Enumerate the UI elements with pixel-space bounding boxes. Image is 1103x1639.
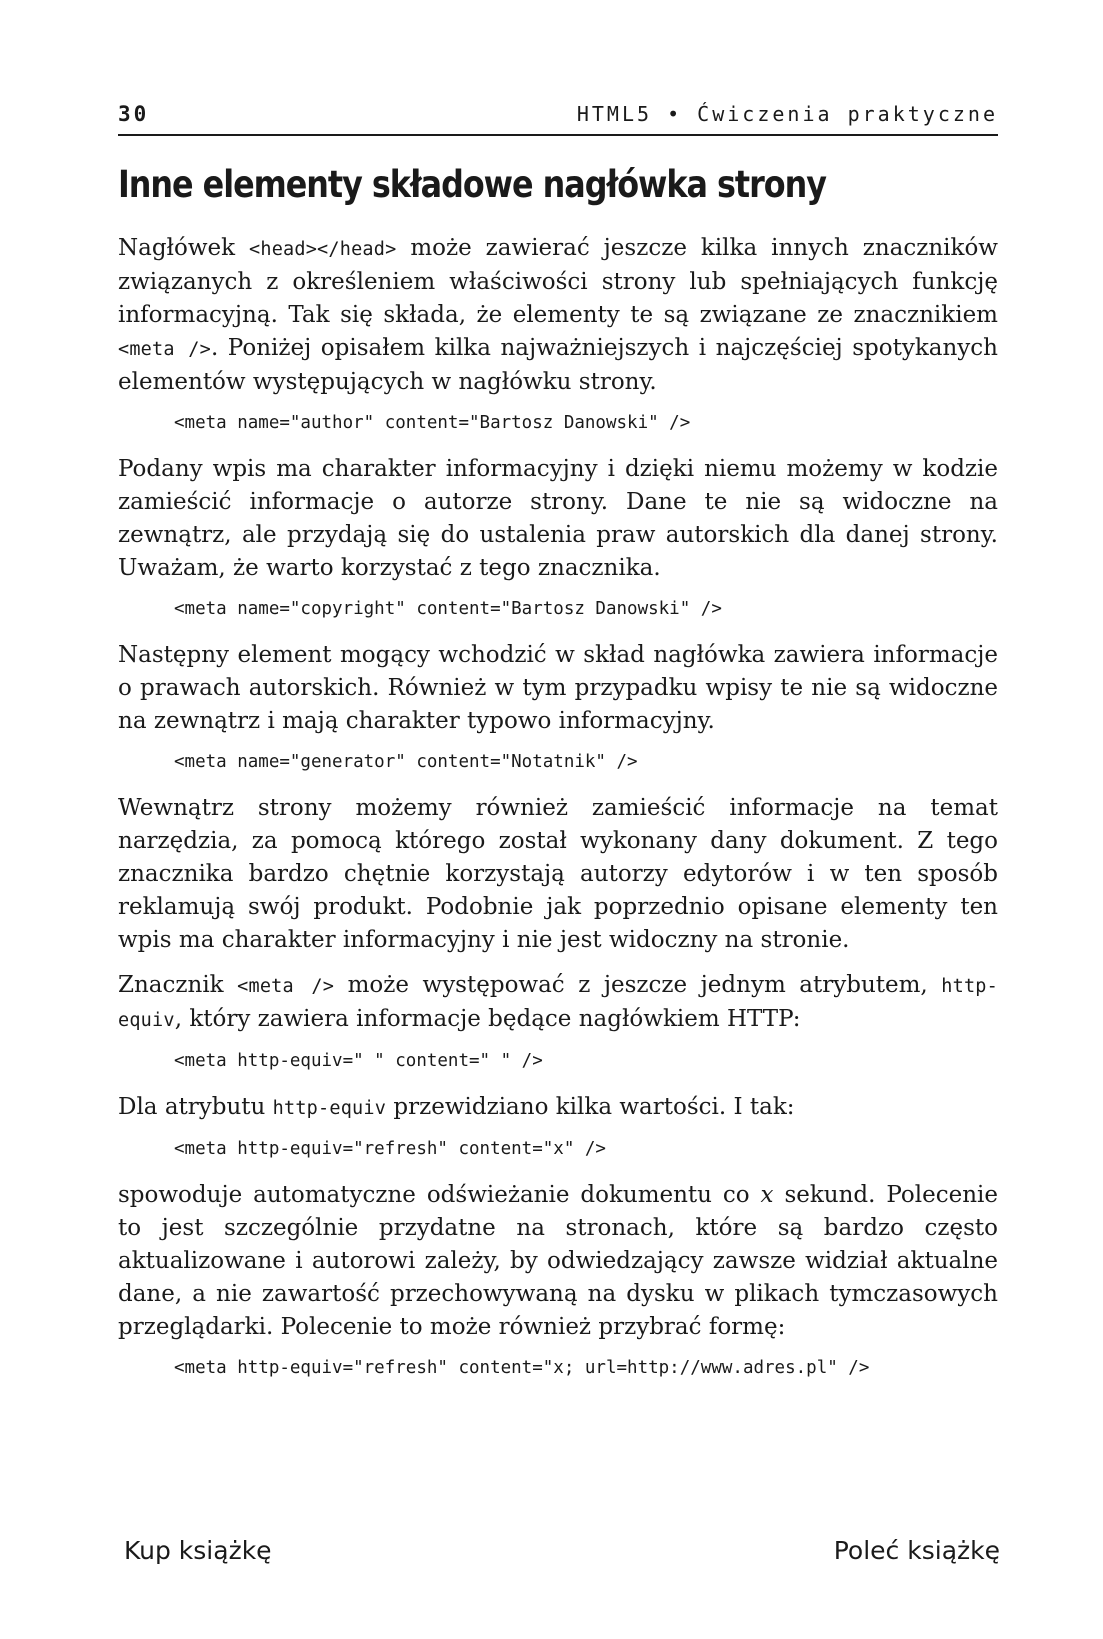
paragraph-copyright: Następny element mogący wchodzić w skład nagłówka zawiera informacje o prawach autorskich. Również w tym przypadku wpisy te nie są widoczne na zewnątrz i mają charakter typowo informacyjny. xyxy=(118,642,998,734)
text: może występować z jeszcze jednym atrybutem, xyxy=(334,972,942,998)
text: może zawierać jeszcze kilka innych znaczników związanych z określeniem właściwości strony lub spełniających funkcję informacyjną. Tak się składa, że elementy te są związane ze znacznikiem xyxy=(118,235,998,328)
text: przewidziano kilka wartości. I tak: xyxy=(386,1094,795,1120)
section-title: Inne elementy składowe nagłówka strony xyxy=(118,163,826,206)
text: Znacznik xyxy=(118,972,238,998)
text: spowoduje automatyczne odświeżanie dokumentu co xyxy=(118,1182,761,1208)
paragraph-refresh xyxy=(118,1179,998,1344)
code-example-http-equiv: <meta http-equiv=" " content=" " /> xyxy=(174,1051,543,1071)
buy-book-link[interactable]: Kup książkę xyxy=(124,1536,272,1565)
text: . Poniżej opisałem kilka najważniejszych i najczęściej spotykanych elementów występujących w nagłówku strony. xyxy=(118,335,998,395)
running-header xyxy=(118,98,998,136)
paragraph-author: Podany wpis ma charakter informacyjny i dzięki niemu możemy w kodzie zamieścić informacje o autorze strony. Dane te nie są widoczne na zewnątrz, ale przydają się do ustalenia praw autorskich dla danej strony. Uważam, że warto korzystać z tego znacznika. xyxy=(118,456,998,581)
paragraph-generator: Wewnątrz strony możemy również zamieścić informacje na temat narzędzia, za pomocą którego został wykonany dany dokument. Z tego znacznika bardzo chętnie korzystają autorzy edytorów i w ten sposób reklamują swój produkt. Podobnie jak poprzednio opisane elementy ten wpis ma charakter informacyjny i nie jest widoczny na stronie. xyxy=(118,795,998,953)
text: sekund. Polecenie to jest szczególnie przydatne na stronach, które są bardzo często aktualizowane i autorowi zależy, by odwiedzający zawsze widział aktualne dane, a nie zawartość przechowywaną na dysku w plikach tymczasowych przeglądarki. Polecenie to może również przybrać formę: xyxy=(118,1182,999,1340)
page-number: 30 xyxy=(118,102,150,126)
code-example-refresh: <meta http-equiv="refresh" content="x" /> xyxy=(174,1139,606,1159)
code-example-copyright: <meta name="copyright" content="Bartosz Danowski" /> xyxy=(174,599,722,619)
paragraph-intro xyxy=(118,232,998,399)
paragraph-values xyxy=(118,1091,998,1125)
recommend-book-link[interactable]: Poleć książkę xyxy=(833,1536,1000,1565)
paragraph-http-equiv xyxy=(118,969,998,1037)
variable-x: x xyxy=(760,1182,774,1208)
text: Dla atrybutu xyxy=(118,1094,273,1120)
inline-code-meta: <meta /> xyxy=(118,339,211,360)
inline-code-meta: <meta /> xyxy=(237,976,335,997)
text: Nagłówek xyxy=(118,235,250,261)
inline-code-http-equiv: http-equiv xyxy=(272,1098,387,1119)
code-example-generator: <meta name="generator" content="Notatnik" /> xyxy=(174,752,638,772)
text: , który zawiera informacje będące nagłówkiem HTTP: xyxy=(174,1006,801,1032)
inline-code-head: <head></head> xyxy=(249,239,397,260)
page-content xyxy=(118,232,998,1398)
running-title: HTML5 • Ćwiczenia praktyczne xyxy=(576,102,998,126)
code-example-author: <meta name="author" content="Bartosz Danowski" /> xyxy=(174,413,691,433)
code-example-refresh-url: <meta http-equiv="refresh" content="x; url=http://www.adres.pl" /> xyxy=(174,1358,870,1378)
inline-code-http-equiv: http-equiv xyxy=(118,976,998,1031)
